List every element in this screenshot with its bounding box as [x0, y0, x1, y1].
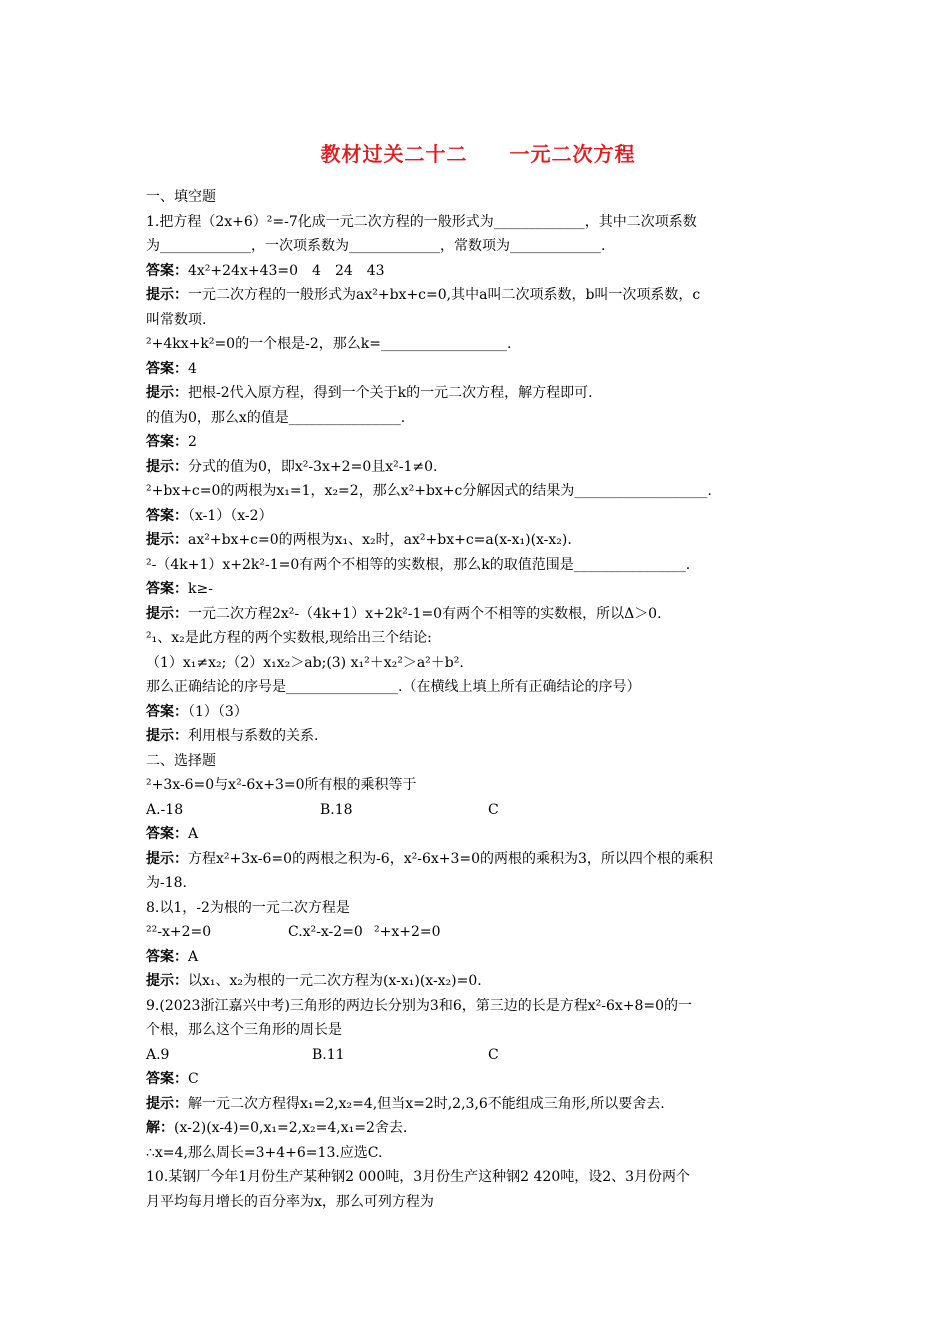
hint-text: 解一元二次方程得x₁=2,x₂=4,但当x=2时,2,3,6不能组成三角形,所以要舍去.	[188, 1095, 665, 1112]
answer-text: k≥-	[188, 581, 213, 597]
page-title: 教材过关二十二 一元二次方程	[320, 142, 636, 166]
answer-label: 答案：	[146, 703, 188, 720]
answer-line	[146, 822, 810, 847]
answer-label: 答案：	[146, 826, 188, 842]
answer-label: 答案：	[146, 434, 188, 450]
hint-text: ax²+bx+c=0的两根为x₁、x₂时，ax²+bx+c=a(x-x₁)(x-x₂).	[188, 532, 572, 548]
answer-line	[146, 700, 810, 725]
answer-label: 答案：	[146, 507, 188, 524]
hint-text: 一元二次方程的一般形式为ax²+bx+c=0,其中a叫二次项系数，b叫一次项系数，c	[188, 287, 701, 303]
option-a: A.-18	[146, 801, 184, 818]
hint-label: 提示：	[146, 458, 188, 475]
hint-line	[146, 455, 810, 480]
hint-line	[146, 602, 810, 627]
answer-text: 2	[188, 434, 197, 450]
hint-line	[146, 528, 810, 553]
answer-line	[146, 945, 810, 970]
question-text: ²₁、x₂是此方程的两个实数根,现给出三个结论:	[146, 630, 432, 646]
question-text: ²+4kx+k²=0的一个根是-2，那么k=__________________.	[146, 336, 512, 352]
hint-text: 为-18.	[146, 875, 187, 891]
hint-text: 把根-2代入原方程，得到一个关于k的一元二次方程，解方程即可.	[188, 385, 593, 401]
option-b: B.18	[320, 801, 353, 818]
hint-label: 提示：	[146, 973, 188, 989]
hint-text: 一元二次方程2x²-（4k+1）x+2k²-1=0有两个不相等的实数根，所以Δ＞0.	[188, 605, 662, 622]
answer-text: A	[188, 826, 199, 842]
option-b: B.11	[312, 1046, 345, 1063]
answer-line	[146, 504, 810, 529]
answer-line	[146, 1067, 810, 1092]
option-2: C.x²-x-2=0	[288, 924, 363, 940]
document-page	[146, 138, 810, 1214]
solution-line	[146, 1116, 810, 1141]
option-c: C	[488, 1046, 499, 1063]
question-text: 10.某钢厂今年1月份生产某种钢2 000吨，3月份生产这种钢2 420吨，设2、3月份两个	[146, 1169, 691, 1185]
hint-text: 分式的值为0，即x²-3x+2=0且x²-1≠0.	[188, 458, 438, 475]
answer-line	[146, 357, 810, 382]
question-text: 月平均每月增长的百分率为x，那么可列方程为	[146, 1193, 434, 1210]
answer-label: 答案：	[146, 262, 188, 279]
question-text: ²+bx+c=0的两根为x₁=1，x₂=2，那么x²+bx+c分解因式的结果为___________________.	[146, 483, 712, 499]
hint-label: 提示：	[146, 728, 188, 744]
hint-line	[146, 1092, 810, 1117]
options-line	[146, 798, 810, 823]
solution-label: 解：	[146, 1120, 174, 1136]
question-text: 1.把方程（2x+6）²=-7化成一元二次方程的一般形式为_____________，其中二次项系数	[146, 213, 697, 230]
options-line	[146, 1043, 810, 1068]
answer-line	[146, 259, 810, 284]
answer-text: 4x²+24x+43=0 4 24 43	[188, 262, 385, 279]
hint-line	[146, 381, 810, 406]
question-text: ²-（4k+1）x+2k²-1=0有两个不相等的实数根，那么k的取值范围是________________.	[146, 556, 691, 573]
hint-label: 提示：	[146, 532, 188, 548]
answer-text: C	[188, 1071, 199, 1087]
question-text: 的值为0，那么x的值是________________.	[146, 409, 406, 426]
answer-label: 答案：	[146, 1071, 188, 1087]
question-text: （1）x₁≠x₂;（2）x₁x₂＞ab;(3) x₁²＋x₂²＞a²＋b².	[146, 654, 464, 671]
hint-line	[146, 847, 810, 872]
hint-text: 方程x²+3x-6=0的两根之积为-6，x²-6x+3=0的两根的乘积为3，所以四个根的乘积	[188, 850, 713, 867]
hint-line	[146, 969, 810, 994]
solution-text: (x-2)(x-4)=0,x₁=2,x₂=4,x₁=2舍去.	[174, 1120, 408, 1136]
section-heading: 一、填空题	[146, 189, 216, 205]
answer-text: （1）（3）	[188, 703, 248, 720]
answer-line	[146, 430, 810, 455]
hint-line	[146, 724, 810, 749]
option-a: A.9	[146, 1046, 170, 1063]
hint-label: 提示：	[146, 850, 188, 867]
hint-text: 叫常数项.	[146, 311, 207, 328]
answer-text: 4	[188, 360, 197, 377]
question-text: 为_____________，一次项系数为_____________，常数项为_____________.	[146, 238, 606, 254]
answer-label: 答案：	[146, 360, 188, 377]
question-text: ²+3x-6=0与x²-6x+3=0所有根的乘积等于	[146, 777, 417, 793]
hint-line	[146, 283, 810, 308]
answer-line	[146, 577, 810, 602]
answer-label: 答案：	[146, 581, 188, 597]
answer-text: （x-1）（x-2）	[188, 507, 273, 524]
hint-label: 提示：	[146, 605, 188, 622]
question-text: 那么正确结论的序号是________________.（在横线上填上所有正确结论的序号）	[146, 679, 641, 695]
hint-label: 提示：	[146, 385, 188, 401]
hint-text: 利用根与系数的关系.	[188, 728, 319, 744]
option-3: ²+x+2=0	[374, 924, 441, 940]
question-text: 8.以1，-2为根的一元二次方程是	[146, 899, 350, 916]
hint-label: 提示：	[146, 287, 188, 303]
options-line	[146, 920, 810, 945]
question-text: 9.(2023浙江嘉兴中考)三角形的两边长分别为3和6，第三边的长是方程x²-6x+8=0的一	[146, 997, 693, 1014]
answer-label: 答案：	[146, 948, 188, 965]
hint-label: 提示：	[146, 1095, 188, 1112]
option-1: ²²-x+2=0	[146, 924, 212, 940]
option-c: C	[488, 801, 499, 818]
hint-text: 以x₁、x₂为根的一元二次方程为(x-x₁)(x-x₂)=0.	[188, 973, 482, 989]
solution-text: ∴x=4,那么周长=3+4+6=13.应选C.	[146, 1144, 383, 1161]
section-heading: 二、选择题	[146, 752, 216, 769]
answer-text: A	[188, 948, 199, 965]
question-text: 个根，那么这个三角形的周长是	[146, 1022, 342, 1038]
